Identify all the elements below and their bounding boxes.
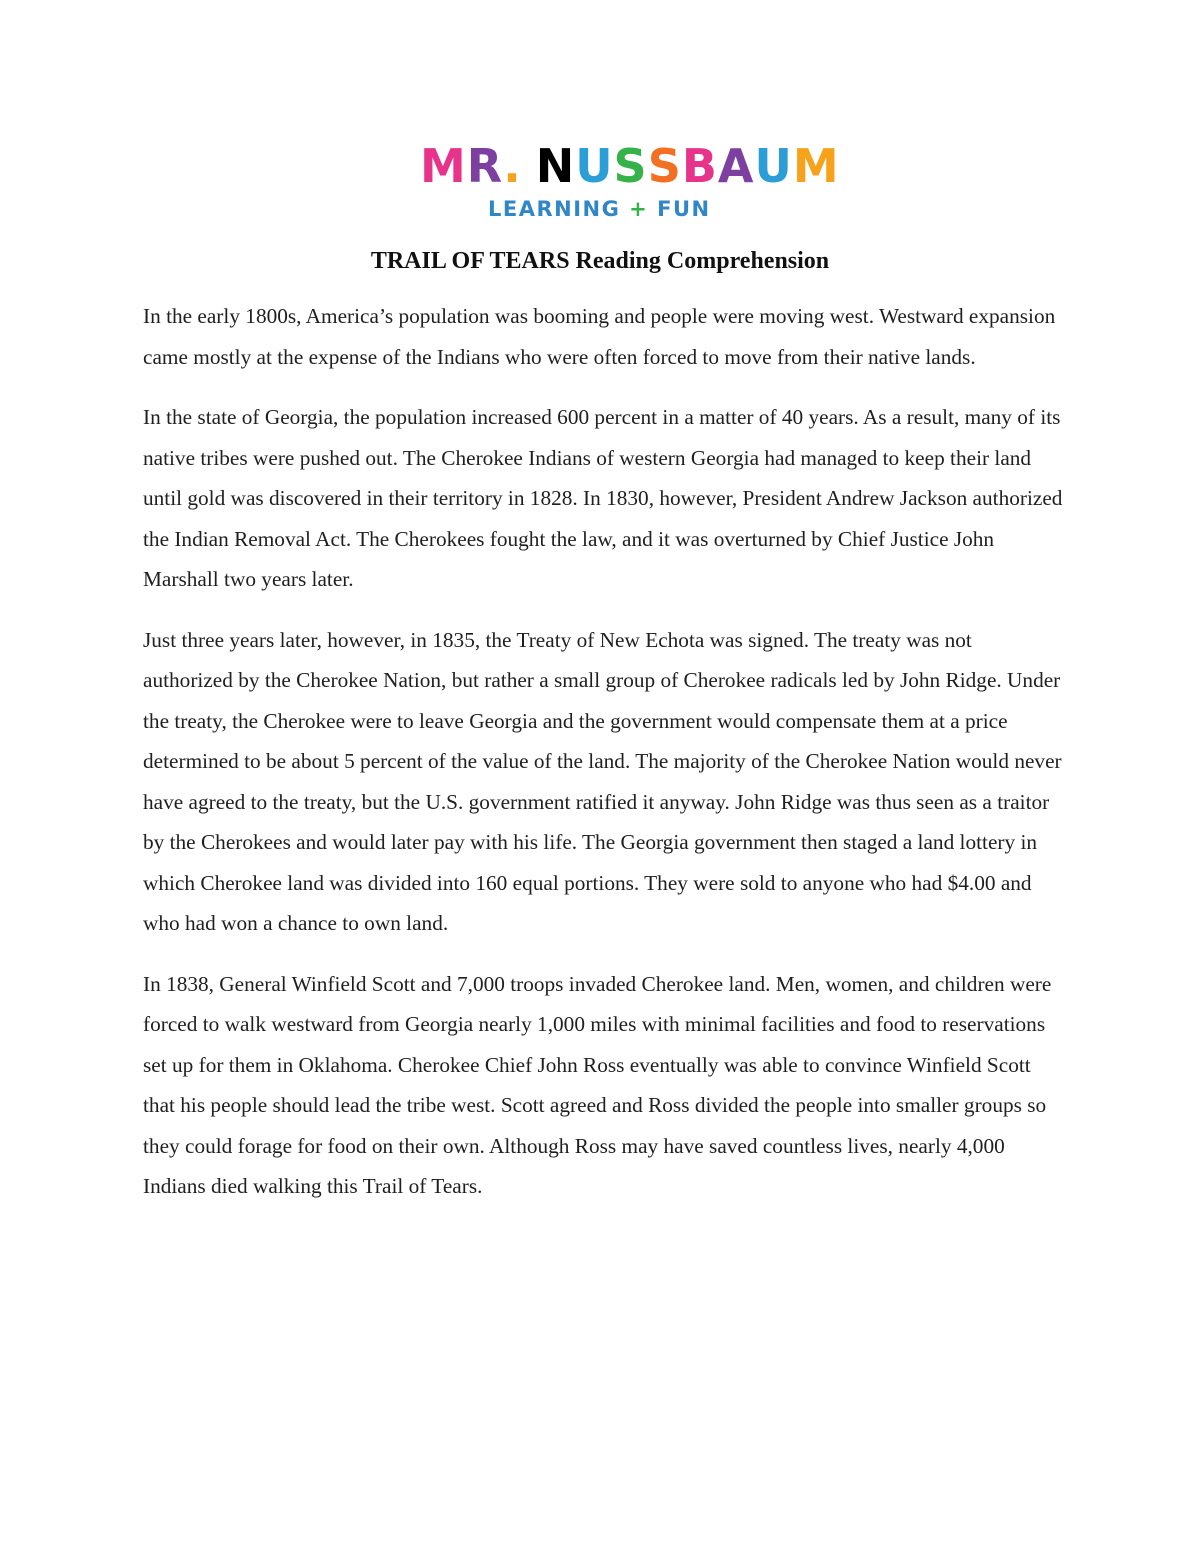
logo-letter: A [717, 139, 755, 193]
logo-letter: U [754, 139, 793, 193]
logo-tagline-fun: FUN [657, 197, 711, 221]
logo-letter: R [466, 139, 504, 193]
logo-main-text [420, 139, 840, 193]
logo-letter: B [681, 139, 718, 193]
plus-icon: + [629, 197, 649, 221]
logo-letter: M [420, 139, 467, 193]
paragraph-3: Just three years later, however, in 1835, the Treaty of New Echota was signed. The treaty was not authorized by the Cherokee Nation, but rather a small group of Cherokee radicals led by John Ridge. Under the treaty, the Cherokee were to leave Georgia and the government would compensate them at a price determined to be about 5 percent of the value of the land. The majority of the Cherokee Nation would never have agreed to the treaty, but the U.S. government ratified it anyway. John Ridge was thus seen as a traitor by the Cherokees and would later pay with his life. The Georgia government then staged a land lottery in which Cherokee land was divided into 160 equal portions. They were sold to anyone who had $4.00 and who had won a chance to own land. [143, 627, 1062, 935]
logo-letter: S [647, 139, 682, 193]
paragraph-1: In the early 1800s, America’s population was booming and people were moving west. Westward expansion came mostly at the expense of the Indians who were often forced to move from their native lands. [143, 304, 1056, 369]
article-body [143, 296, 1065, 1227]
logo-letter: M [792, 139, 840, 193]
page-title: TRAIL OF TEARS Reading Comprehension [370, 248, 830, 274]
paragraph-2: In the state of Georgia, the population increased 600 percent in a matter of 40 years. As a result, many of its native tribes were pushed out. The Cherokee Indians of western Georgia had managed to keep their land until gold was discovered in their territory in 1828. In 1830, however, President Andrew Jackson authorized the Indian Removal Act. The Cherokees fought the law, and it was overturned by Chief Justice John Marshall two years later. [143, 405, 1063, 591]
logo-tagline-learning: LEARNING [488, 197, 621, 221]
mr-nussbaum-logo [420, 139, 840, 221]
logo-letter: U [575, 139, 614, 193]
paragraph-4: In 1838, General Winfield Scott and 7,000 troops invaded Cherokee land. Men, women, and children were forced to walk westward from Georgia nearly 1,000 miles with minimal facilities and food to reservations set up for them in Oklahoma. Cherokee Chief John Ross eventually was able to convince Winfield Scott that his people should lead the tribe west. Scott agreed and Ross divided the people into smaller groups so they could forage for food on their own. Although Ross may have saved countless lives, nearly 4,000 Indians died walking this Trail of Tears. [143, 971, 1052, 1198]
logo-letter: N [535, 139, 576, 193]
logo-letter: . [503, 139, 522, 193]
logo-tagline [488, 197, 782, 221]
logo-letter: S [613, 139, 648, 193]
